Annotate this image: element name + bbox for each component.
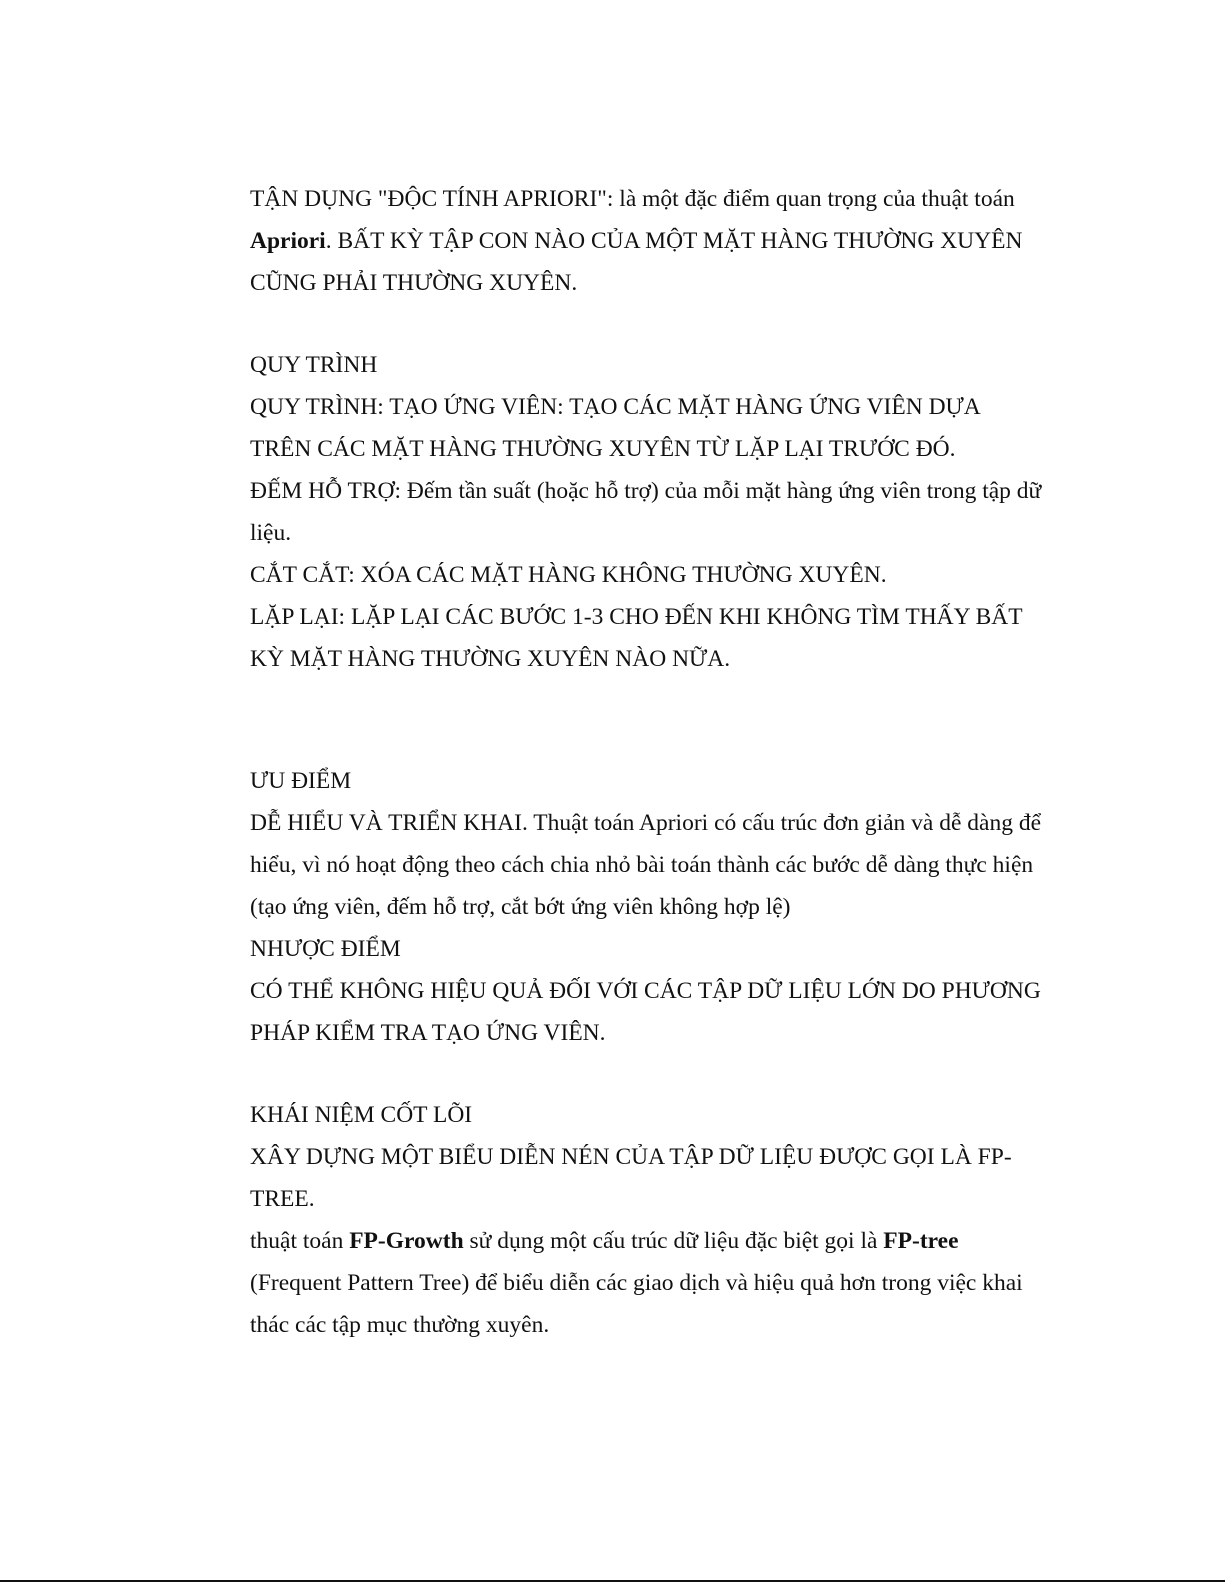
section-heading: ƯU ĐIỂM <box>250 768 352 794</box>
pros-cons-section <box>250 760 1080 1054</box>
text-line: ĐẾM HỖ TRỢ: Đếm tần suất (hoặc hỗ trợ) của mỗi mặt hàng ứng viên trong tập dữ <box>250 478 1042 504</box>
text-line: liệu. <box>250 520 292 546</box>
text-line <box>250 220 1080 262</box>
text-line: DỄ HIỂU VÀ TRIỂN KHAI. Thuật toán Apriori có cấu trúc đơn giản và dễ dàng để <box>250 810 1042 836</box>
process-section <box>250 344 1080 680</box>
text-line: thác các tập mục thường xuyên. <box>250 1312 550 1338</box>
paragraph-spacer <box>250 304 1080 344</box>
text-line: PHÁP KIỂM TRA TẠO ỨNG VIÊN. <box>250 1020 606 1046</box>
text-line: TRÊN CÁC MẶT HÀNG THƯỜNG XUYÊN TỪ LẶP LẠI TRƯỚC ĐÓ. <box>250 436 956 462</box>
document-page <box>250 178 1080 1346</box>
text-line: TẬN DỤNG "ĐỘC TÍNH APRIORI": là một đặc điểm quan trọng của thuật toán <box>250 186 1015 212</box>
text-line: LẶP LẠI: LẶP LẠI CÁC BƯỚC 1-3 CHO ĐẾN KHI KHÔNG TÌM THẤY BẤT <box>250 604 1023 630</box>
bold-term-fp-tree: FP-tree <box>883 1228 959 1254</box>
bold-term-fp-growth: FP-Growth <box>349 1228 464 1254</box>
page-bottom-border <box>0 1580 1225 1582</box>
text-line: (Frequent Pattern Tree) để biểu diễn các giao dịch và hiệu quả hơn trong việc khai <box>250 1270 1023 1296</box>
paragraph-spacer <box>250 680 1080 760</box>
text-line: CŨNG PHẢI THƯỜNG XUYÊN. <box>250 270 578 296</box>
text-line: XÂY DỰNG MỘT BIỂU DIỄN NÉN CỦA TẬP DỮ LIỆU ĐƯỢC GỌI LÀ FP- <box>250 1144 1012 1170</box>
text-line: CẮT CẮT: XÓA CÁC MẶT HÀNG KHÔNG THƯỜNG XUYÊN. <box>250 562 887 588</box>
section-heading: KHÁI NIỆM CỐT LÕI <box>250 1102 473 1128</box>
text-line: CÓ THỂ KHÔNG HIỆU QUẢ ĐỐI VỚI CÁC TẬP DỮ LIỆU LỚN DO PHƯƠNG <box>250 978 1041 1004</box>
text-line: (tạo ứng viên, đếm hỗ trợ, cắt bớt ứng viên không hợp lệ) <box>250 894 791 920</box>
text-line: KỲ MẶT HÀNG THƯỜNG XUYÊN NÀO NỮA. <box>250 646 731 672</box>
text-line: QUY TRÌNH: TẠO ỨNG VIÊN: TẠO CÁC MẶT HÀNG ỨNG VIÊN DỰA <box>250 394 981 420</box>
section-heading: QUY TRÌNH <box>250 352 378 378</box>
text-line <box>250 1220 1080 1262</box>
section-heading: NHƯỢC ĐIỂM <box>250 936 401 962</box>
text-line: TREE. <box>250 1186 315 1212</box>
apriori-property-paragraph <box>250 178 1080 304</box>
paragraph-spacer <box>250 1054 1080 1094</box>
text-span: sử dụng một cấu trúc dữ liệu đặc biệt gọi là <box>463 1228 884 1254</box>
text-span: thuật toán <box>250 1228 350 1254</box>
core-concept-section <box>250 1094 1080 1346</box>
text-span: . BẤT KỲ TẬP CON NÀO CỦA MỘT MẶT HÀNG THƯỜNG XUYÊN <box>325 228 1023 254</box>
bold-term-apriori: Apriori <box>250 228 326 254</box>
text-line: hiểu, vì nó hoạt động theo cách chia nhỏ bài toán thành các bước dễ dàng thực hiện <box>250 852 1034 878</box>
